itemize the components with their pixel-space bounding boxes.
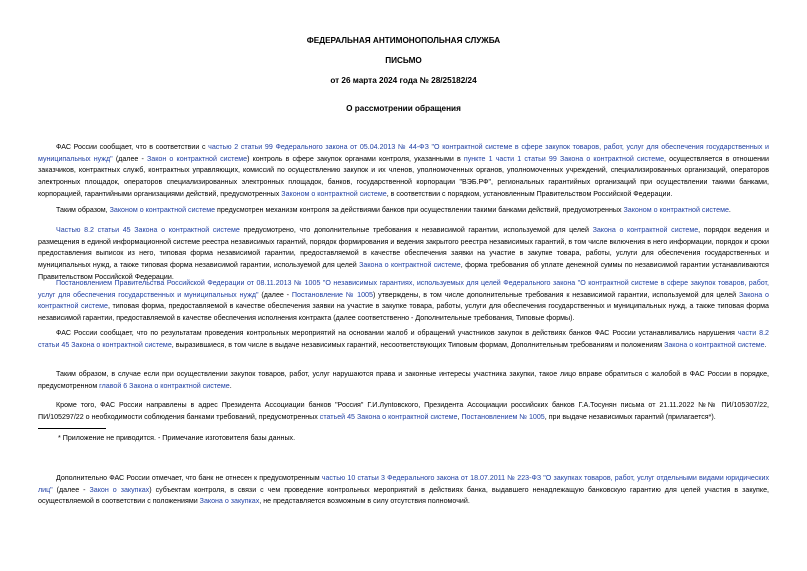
footnote-divider	[38, 428, 106, 429]
text: (далее -	[52, 485, 90, 494]
link-procurement-law[interactable]: Закон о закупках	[89, 485, 150, 494]
link-art45-part8-2[interactable]: Частью 8.2 статьи 45 Закона о контрактной системе	[56, 226, 240, 234]
link-law-223fz-art3[interactable]: частью 10 статьи 3 Федерального закона от 18.07.2011 № 223-ФЗ "О закупках товаров, работ, услуг отдельными видами юридических лиц"	[38, 474, 769, 494]
text: .	[764, 340, 767, 349]
link-contract-system-law[interactable]: Закон о контрактной системе	[147, 154, 248, 163]
paragraph-7	[38, 400, 769, 423]
link-art99-part1-item1[interactable]: пункте 1 части 1 статьи 99 Закона о контрактной системе	[463, 154, 665, 163]
text: ,	[457, 412, 462, 421]
link-art45-part8-2[interactable]: части 8.2 статьи 45 Закона о контрактной системе	[38, 329, 770, 349]
paragraph-1	[38, 142, 769, 201]
link-procurement-law[interactable]: Закона о закупках	[199, 497, 260, 506]
text: ) субъектам контроля, в связи с чем проведение контрольных мероприятий в действиях банка, выдавшего ненадлежащую банковскую гарантию для целей участия в закупке, осуществляемой в соответствии с положениями	[38, 485, 769, 506]
text: , в соответствии с порядком, установленным Правительством Российской Федерации.	[386, 189, 673, 198]
paragraph-2	[38, 205, 769, 217]
text: предусмотрен механизм контроля за действиями банков при осуществлении такими банками действий, предусмотренных	[215, 206, 624, 214]
text: (далее -	[258, 290, 292, 299]
paragraph-3	[38, 225, 769, 284]
doc-type: ПИСЬМО	[385, 56, 422, 65]
text: ) утверждены, в том числе дополнительные требования к независимой гарантии, используемой для целей	[372, 290, 739, 299]
link-contract-system-law[interactable]: Закона о контрактной системе	[38, 290, 769, 311]
link-contract-system-law[interactable]: Законом о контрактной системе	[109, 206, 216, 214]
paragraph-8	[38, 473, 769, 508]
text: ) контроль в сфере закупок органами контроля, указанными в	[247, 154, 464, 163]
link-contract-system-law[interactable]: Закона о контрактной системе	[664, 340, 765, 349]
text: Кроме того, ФАС России направлены в адрес Президента Ассоциации банков "Россия" Г.И.Луntовского, Президента Ассоциации российских банков Г.А.Тосунян письма от 21.11.2022 №№ ПИ/105307/22, ПИ/105297/22 о необходимости соблюдения банками требований, предусмотренных	[38, 401, 769, 421]
link-art45-contract-law[interactable]: статьей 45 Закона о контрактной системе	[319, 412, 458, 421]
paragraph-5	[38, 328, 769, 351]
link-resolution-1005[interactable]: Постановление № 1005	[291, 290, 373, 299]
link-chapter6-contract-law[interactable]: главой 6 Закона о контрактной системе	[99, 381, 230, 390]
link-contract-system-law[interactable]: Закона о контрактной системе	[592, 226, 699, 234]
text: Дополнительно ФАС России отмечает, что банк не отнесен к предусмотренным	[56, 474, 322, 482]
footnote: * Приложение не приводится. - Примечание изготовителя базы данных.	[58, 434, 296, 442]
text: , при выдаче независимых гарантий (прилагается*).	[544, 412, 716, 421]
text: ФАС России сообщает, что в соответствии с	[56, 143, 209, 151]
link-resolution-1005[interactable]: Постановлением № 1005	[461, 412, 545, 421]
doc-date-number: от 26 марта 2024 года № 28/25182/24	[330, 76, 477, 85]
text: ФАС России сообщает, что по результатам проведения контрольных мероприятий на основании жалоб и обращений участников закупок в действиях банков ФАС России устанавливались нарушения	[56, 329, 738, 337]
text: , выразившиеся, в том числе в выдаче независимых гарантий, несоответствующих Типовым формам, Дополнительным требованиям и положениям	[171, 340, 665, 349]
link-contract-system-law[interactable]: Законом о контрактной системе	[623, 206, 729, 214]
paragraph-4	[38, 278, 769, 325]
text: , не представляется возможным в силу отсутствия полномочий.	[259, 497, 470, 506]
text: , порядок ведения и размещения в единой информационной системе реестра независимых гарантий, порядок формирования и ведения закрытого реестра независимых гарантий, в том числе включения в него информации, порядок и сроки предоставления выписок из него, типовая форма независимой гарантии, предоставляемой в качестве обеспечения заявки на участие в закупке товара, работы, услуги для обеспечения государственных и муниципальных нужд, а также типовая форма независимой гарантии, используемой для целей	[38, 226, 769, 270]
text: , осуществляется в отношении заказчиков, контрактных служб, контрактных управляющих, комиссий по осуществлению закупок и их членов, уполномоченных органов, уполномоченных учреждений, специализированных организаций, операторов электронных площадок, операторов специализированных электронных площадок, банков, государственной корпорации "ВЭБ.РФ", региональных гарантийных организаций при осуществлении такими банками, корпорацией, гарантийными организациями действий, предусмотренных	[38, 154, 769, 198]
text: .	[229, 381, 232, 390]
text: (далее -	[112, 154, 147, 163]
text: , форма требования об уплате денежной суммы по независимой гарантии устанавливаются Правительством Российской Федерации.	[38, 261, 769, 281]
doc-subject: О рассмотрении обращения	[346, 104, 461, 113]
text: Таким образом, в случае если при осуществлении закупок товаров, работ, услуг нарушаются права и законные интересы участника закупки, такое лицо вправе обратиться с жалобой в ФАС России в порядке, предусмотренном	[38, 370, 769, 390]
paragraph-6	[38, 369, 769, 392]
text: .	[728, 206, 731, 214]
link-law-44fz-art99[interactable]: частью 2 статьи 99 Федерального закона от 05.04.2013 № 44-ФЗ "О контрактной системе в сфере закупок товаров, работ, услуг для обеспечения государственных и муниципальных нужд"	[38, 143, 769, 163]
link-contract-system-law[interactable]: Законом о контрактной системе	[281, 189, 387, 198]
text: , типовая форма, предоставляемой в качестве обеспечения заявки на участие в закупке товара, работы, услуги для обеспечения государственных и муниципальных нужд, а также типовая форма независимой гарантии, предоставляемой в качестве обеспечения исполнения контракта (далее соответственно - Дополнительные требования, Типовые формы).	[38, 302, 769, 323]
agency-title: ФЕДЕРАЛЬНАЯ АНТИМОНОПОЛЬНАЯ СЛУЖБА	[306, 36, 501, 45]
link-contract-system-law[interactable]: Закона о контрактной системе	[359, 261, 461, 270]
text: предусмотрено, что дополнительные требования к независимой гарантии, используемой для целей	[239, 226, 593, 234]
link-resolution-1005-full[interactable]: Постановлением Правительства Российской Федерации от 08.11.2013 № 1005 "О независимых гарантиях, используемых для целей Федерального закона "О контрактной системе в сфере закупок товаров, работ, услуг для обеспечения государственных и муниципальных нужд"	[38, 279, 769, 299]
text: Таким образом,	[56, 206, 110, 214]
